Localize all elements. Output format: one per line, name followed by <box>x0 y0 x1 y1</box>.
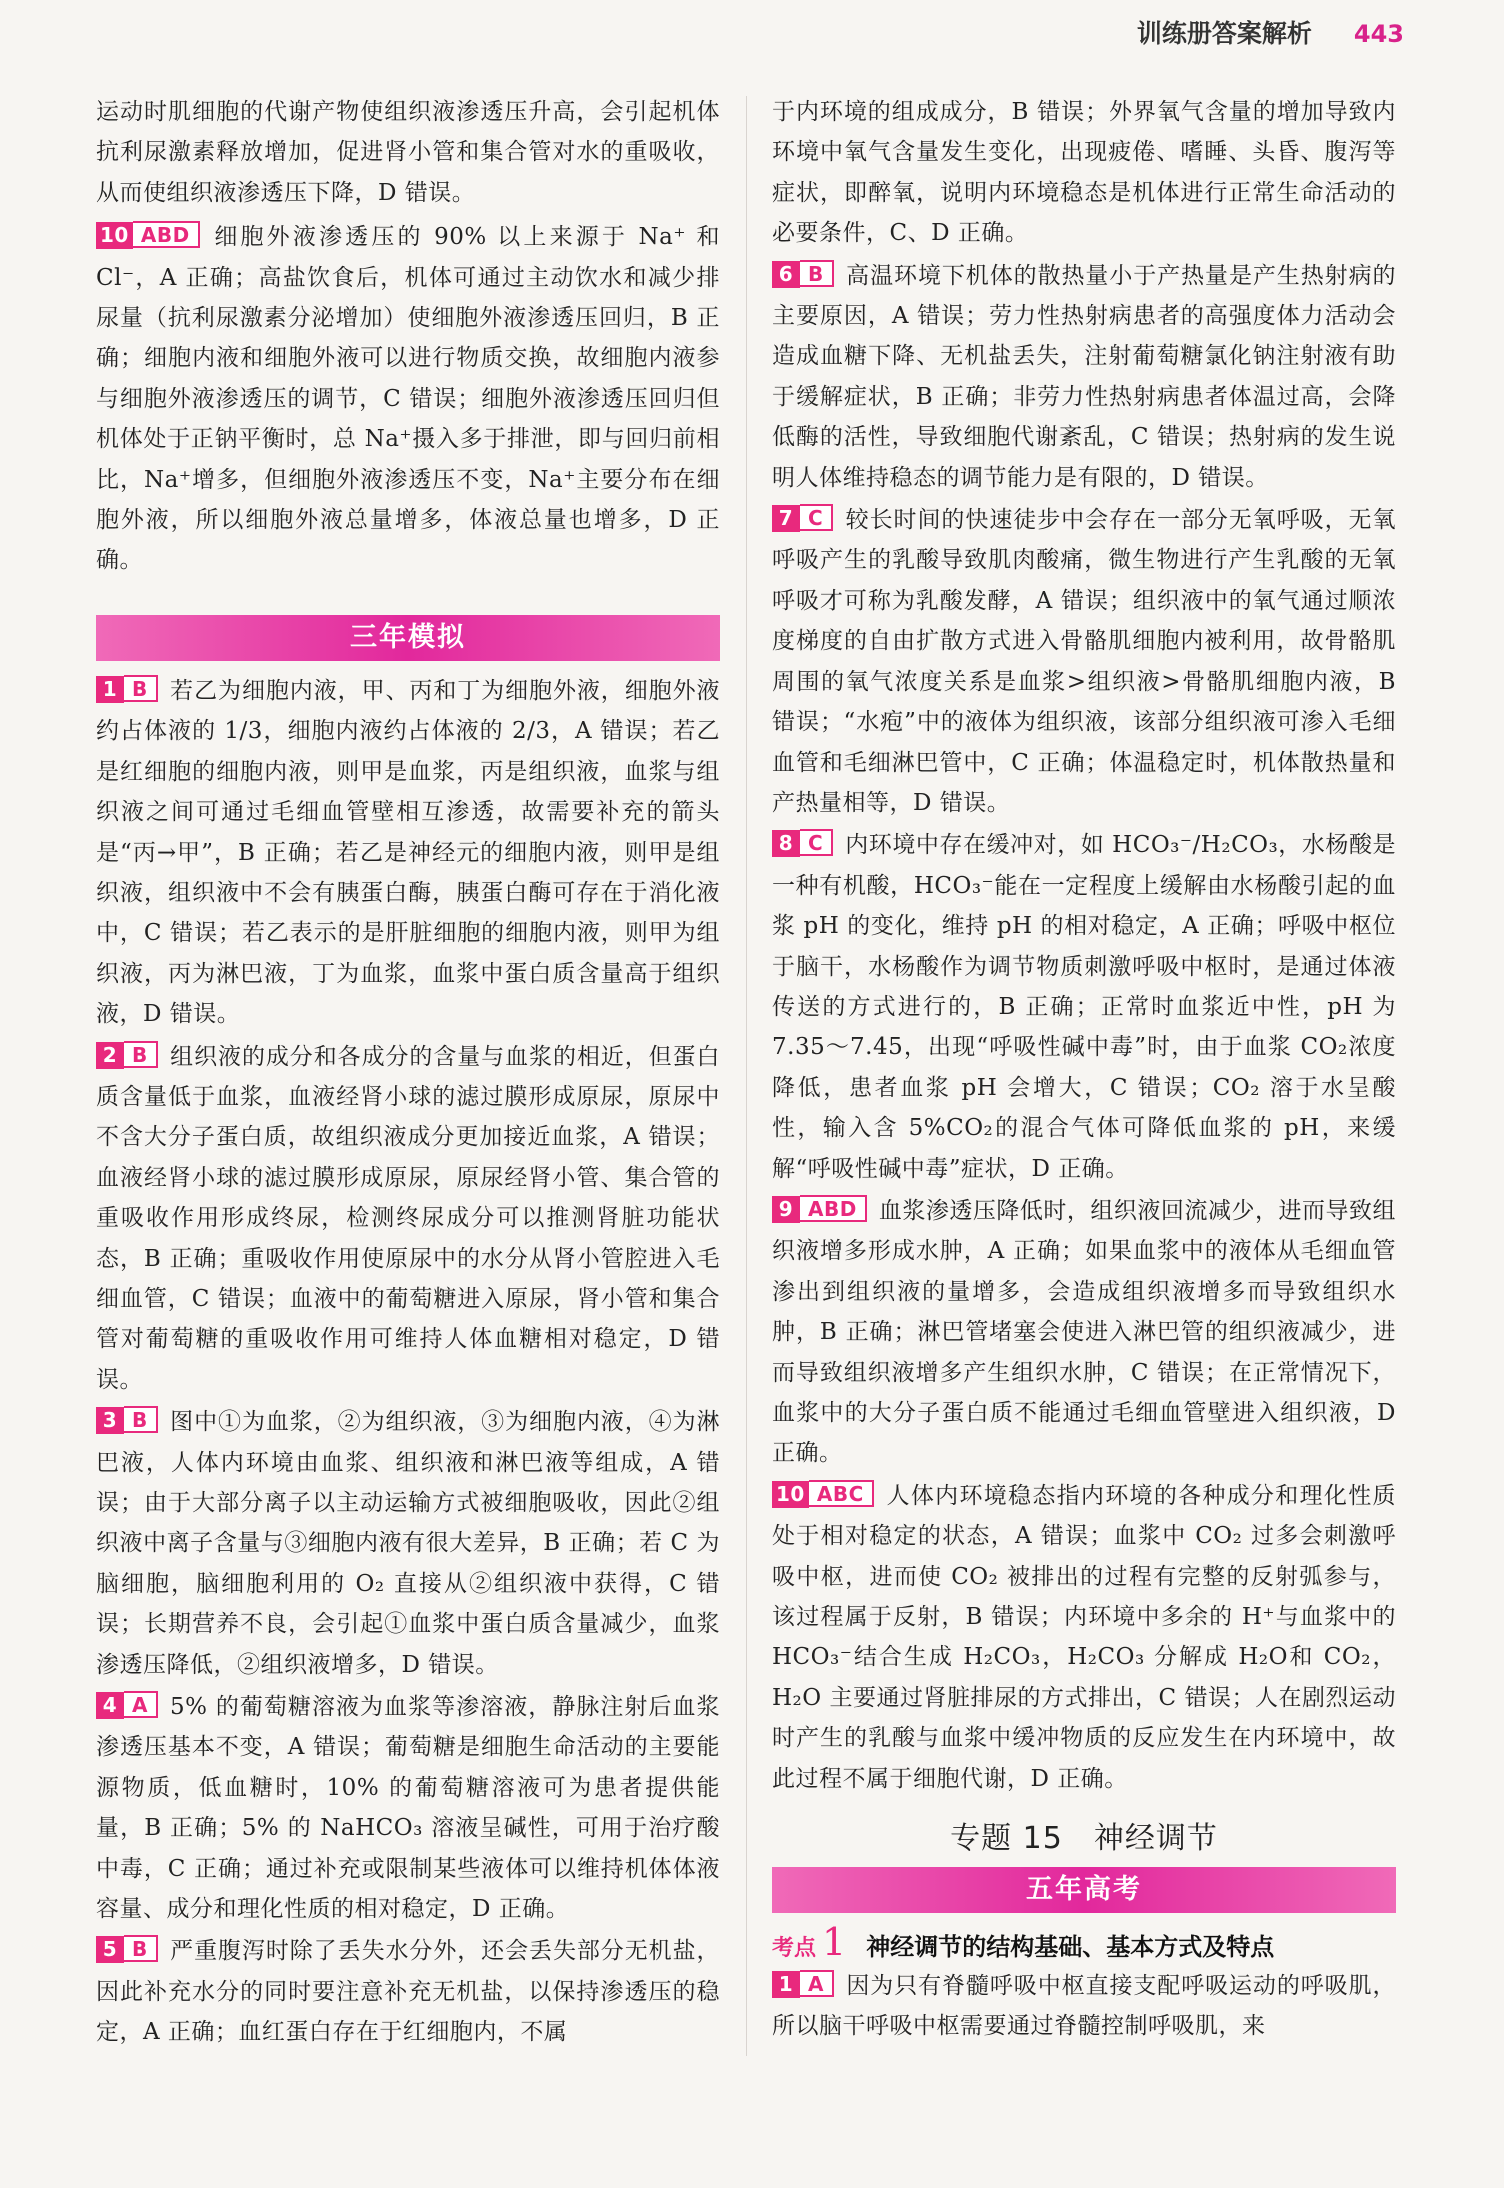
question-number: 10 <box>772 1481 809 1508</box>
question-number: 3 <box>96 1407 124 1434</box>
answer-explanation: 若乙为细胞内液，甲、丙和丁为细胞外液，细胞外液约占体液的 1/3，细胞内液约占体液的 2/3，A 错误；若乙是红细胞的细胞内液，则甲是血浆，丙是组织液，血浆与组织液之间可通过毛细血管壁相互渗透，故需要补充的箭头是“丙→甲”，B 正确；若乙是神经元的细胞内液，则甲是组织液，组织液中不会有胰蛋白酶，胰蛋白酶可存在于消化液中，C 错误；若乙表示的是肝脏细胞的细胞内液，则甲为组织液，丙为淋巴液，丁为血浆，血浆中蛋白质含量高于组织液，D 错误。 <box>96 677 720 1028</box>
answer-key: C <box>800 504 833 531</box>
continued-text: 运动时肌细胞的代谢产物使组织液渗透压升高，会引起机体抗利尿激素释放增加，促进肾小管和集合管对水的重吸收，从而使组织液渗透压下降，D 错误。 <box>96 99 720 206</box>
question-number: 5 <box>96 1936 124 1963</box>
answer-item <box>96 1037 720 1401</box>
question-number: 10 <box>96 222 133 249</box>
answer-item <box>772 1191 1396 1474</box>
answer-explanation: 图中①为血浆，②为组织液，③为细胞内液，④为淋巴液，人体内环境由血浆、组织液和淋巴液等组成，A 错误；由于大部分离子以主动运输方式被细胞吸收，因此②组织液中离子含量与③细胞内液有很大差异，B 正确；若 C 为脑细胞，脑细胞利用的 O₂ 直接从②组织液中获得，C 错误；长期营养不良，会引起①血浆中蛋白质含量减少，血浆渗透压降低，②组织液增多，D 错误。 <box>96 1409 720 1678</box>
answer-key: ABD <box>133 221 200 248</box>
answer-item <box>96 1402 720 1685</box>
answer-key: B <box>124 1041 158 1068</box>
continued-text: 于内环境的组成成分，B 错误；外界氧气含量的增加导致内环境中氧气含量发生变化，出现疲倦、嗜睡、头昏、腹泻等症状，即醉氧，说明内环境稳态是机体进行正常生命活动的必要条件，C、D 正确。 <box>772 99 1396 247</box>
answer-explanation: 较长时间的快速徒步中会存在一部分无氧呼吸，无氧呼吸产生的乳酸导致肌肉酸痛，微生物进行产生乳酸的无氧呼吸才可称为乳酸发酵，A 错误；组织液中的氧气通过顺浓度梯度的自由扩散方式进入骨骼肌细胞内被利用，故骨骼肌周围的氧气浓度关系是血浆>组织液>骨骼肌细胞内液，B 错误；“水疱”中的液体为组织液，该部分组织液可渗入毛细血管和毛细淋巴管中，C 正确；体温稳定时，机体散热量和产热量相等，D 错误。 <box>772 507 1396 816</box>
section-banner: 三年模拟 <box>96 615 720 661</box>
chapter-title: 专题 15 神经调节 <box>950 1821 1218 1857</box>
left-column <box>96 92 720 2053</box>
answer-item <box>772 256 1396 498</box>
question-number: 2 <box>96 1042 124 1069</box>
answer-explanation: 因为只有脊髓呼吸中枢直接支配呼吸运动的呼吸肌，所以脑干呼吸中枢需要通过脊髓控制呼吸肌，来 <box>772 1973 1396 2040</box>
answer-explanation: 5% 的葡萄糖溶液为血浆等渗溶液，静脉注射后血浆渗透压基本不变，A 错误；葡萄糖是细胞生命活动的主要能源物质，低血糖时，10% 的葡萄糖溶液可为患者提供能量，B 正确；5% 的 NaHCO₃ 溶液呈碱性，可用于治疗酸中毒，C 正确；通过补充或限制某些液体可以维持机体体液容量、成分和理化性质的相对稳定，D 正确。 <box>96 1694 720 1923</box>
column-divider <box>746 96 747 2056</box>
answer-explanation: 人体内环境稳态指内环境的各种成分和理化性质处于相对稳定的状态，A 错误；血浆中 CO₂ 过多会刺激呼吸中枢，进而使 CO₂ 被排出的过程有完整的反射弧参与，该过程属于反射，B 错误；内环境中多余的 H⁺与血浆中的 HCO₃⁻结合生成 H₂CO₃，H₂CO₃ 分解成 H₂O和 CO₂，H₂O 主要通过肾脏排尿的方式排出，C 错误；人在剧烈运动时产生的乳酸与血浆中缓冲物质的反应发生在内环境中，故此过程不属于细胞代谢，D 正确。 <box>772 1482 1396 1792</box>
answer-explanation: 组织液的成分和各成分的含量与血浆的相近，但蛋白质含量低于血浆，血液经肾小球的滤过膜形成原尿，原尿中不含大分子蛋白质，故组织液成分更加接近血浆，A 错误；血液经肾小球的滤过膜形成原尿，原尿经肾小管、集合管的重吸收作用形成终尿，检测终尿成分可以推测肾脏功能状态，B 正确；重吸收作用使原尿中的水分从肾小管腔进入毛细血管，C 错误；血液中的葡萄糖进入原尿，肾小管和集合管对葡萄糖的重吸收作用可维持人体血糖相对稳定，D 错误。 <box>96 1043 720 1393</box>
answer-item <box>96 1687 720 1929</box>
topic-heading <box>772 1920 1396 1965</box>
answer-key: A <box>124 1691 158 1718</box>
question-number: 1 <box>96 676 124 703</box>
answer-item <box>96 217 720 581</box>
page-number: 443 <box>1353 20 1404 48</box>
answer-item <box>96 1931 720 2052</box>
answer-explanation: 细胞外液渗透压的 90% 以上来源于 Na⁺ 和 Cl⁻，A 正确；高盐饮食后，机体可通过主动饮水和减少排尿量（抗利尿激素分泌增加）使细胞外液渗透压回归，B 正确；细胞内液和细胞外液可以进行物质交换，故细胞内液参与细胞外液渗透压的调节，C 错误；细胞外液渗透压回归但机体处于正钠平衡时，总 Na⁺摄入多于排泄，即与回归前相比，Na⁺增多，但细胞外液渗透压不变，Na⁺主要分布在细胞外液，所以细胞外液总量增多，体液总量也增多，D 正确。 <box>96 224 720 574</box>
section-banner: 五年高考 <box>772 1867 1396 1913</box>
answer-explanation: 血浆渗透压降低时，组织液回流减少，进而导致组织液增多形成水肿，A 正确；如果血浆中的液体从毛细血管渗出到组织液的量增多，会造成组织液增多而导致组织水肿，B 正确；淋巴管堵塞会使进入淋巴管的组织液减少，进而导致组织液增多产生组织水肿，C 错误；在正常情况下，血浆中的大分子蛋白质不能通过毛细血管壁进入组织液，D 正确。 <box>772 1197 1396 1467</box>
question-number: 9 <box>772 1196 800 1223</box>
topic-number: 1 <box>822 1920 847 1965</box>
answer-key: C <box>800 829 833 856</box>
question-number: 6 <box>772 261 800 288</box>
page-header <box>1137 14 1404 50</box>
answer-item <box>96 671 720 1035</box>
answer-key: ABD <box>800 1195 867 1222</box>
right-column <box>772 92 1396 2047</box>
question-number: 8 <box>772 830 800 857</box>
question-number: 7 <box>772 505 800 532</box>
answer-item <box>772 825 1396 1189</box>
answer-key: B <box>124 1935 158 1962</box>
answer-key: A <box>800 1970 834 1997</box>
answer-key: B <box>124 1406 158 1433</box>
answer-key: B <box>124 675 158 702</box>
answer-key: B <box>800 260 834 287</box>
answer-item <box>772 1476 1396 1799</box>
header-title: 训练册答案解析 <box>1136 19 1312 48</box>
answer-explanation: 严重腹泻时除了丢失水分外，还会丢失部分无机盐，因此补充水分的同时要注意补充无机盐，以保持渗透压的稳定，A 正确；血红蛋白存在于红细胞内，不属 <box>96 1938 720 2046</box>
answer-explanation: 高温环境下机体的散热量小于产热量是产生热射病的主要原因，A 错误；劳力性热射病患者的高强度体力活动会造成血糖下降、无机盐丢失，注射葡萄糖氯化钠注射液有助于缓解症状，B 正确；非劳力性热射病患者体温过高，会降低酶的活性，导致细胞代谢紊乱，C 错误；热射病的发生说明人体维持稳态的调节能力是有限的，D 错误。 <box>772 262 1396 491</box>
answer-explanation: 内环境中存在缓冲对，如 HCO₃⁻/H₂CO₃，水杨酸是一种有机酸，HCO₃⁻能在一定程度上缓解由水杨酸引起的血浆 pH 的变化，维持 pH 的相对稳定，A 正确；呼吸中枢位于脑干，水杨酸作为调节物质刺激呼吸中枢时，是通过体液传送的方式进行的，B 正确；正常时血浆近中性，pH 为 7.35～7.45，出现“呼吸性碱中毒”时，由于血浆 CO₂浓度降低，患者血浆 pH 会增大，C 错误；CO₂ 溶于水呈酸性，输入含 5%CO₂的混合气体可降低血浆的 pH，来缓解“呼吸性碱中毒”症状，D 正确。 <box>772 832 1396 1182</box>
topic-title: 神经调节的结构基础、基本方式及特点 <box>866 1933 1275 1962</box>
question-number: 1 <box>772 1971 800 1998</box>
answer-item <box>772 500 1396 823</box>
question-number: 4 <box>96 1692 124 1719</box>
answer-item <box>772 1966 1396 2047</box>
answer-key: ABC <box>809 1480 874 1507</box>
topic-label: 考点 <box>772 1936 817 1962</box>
